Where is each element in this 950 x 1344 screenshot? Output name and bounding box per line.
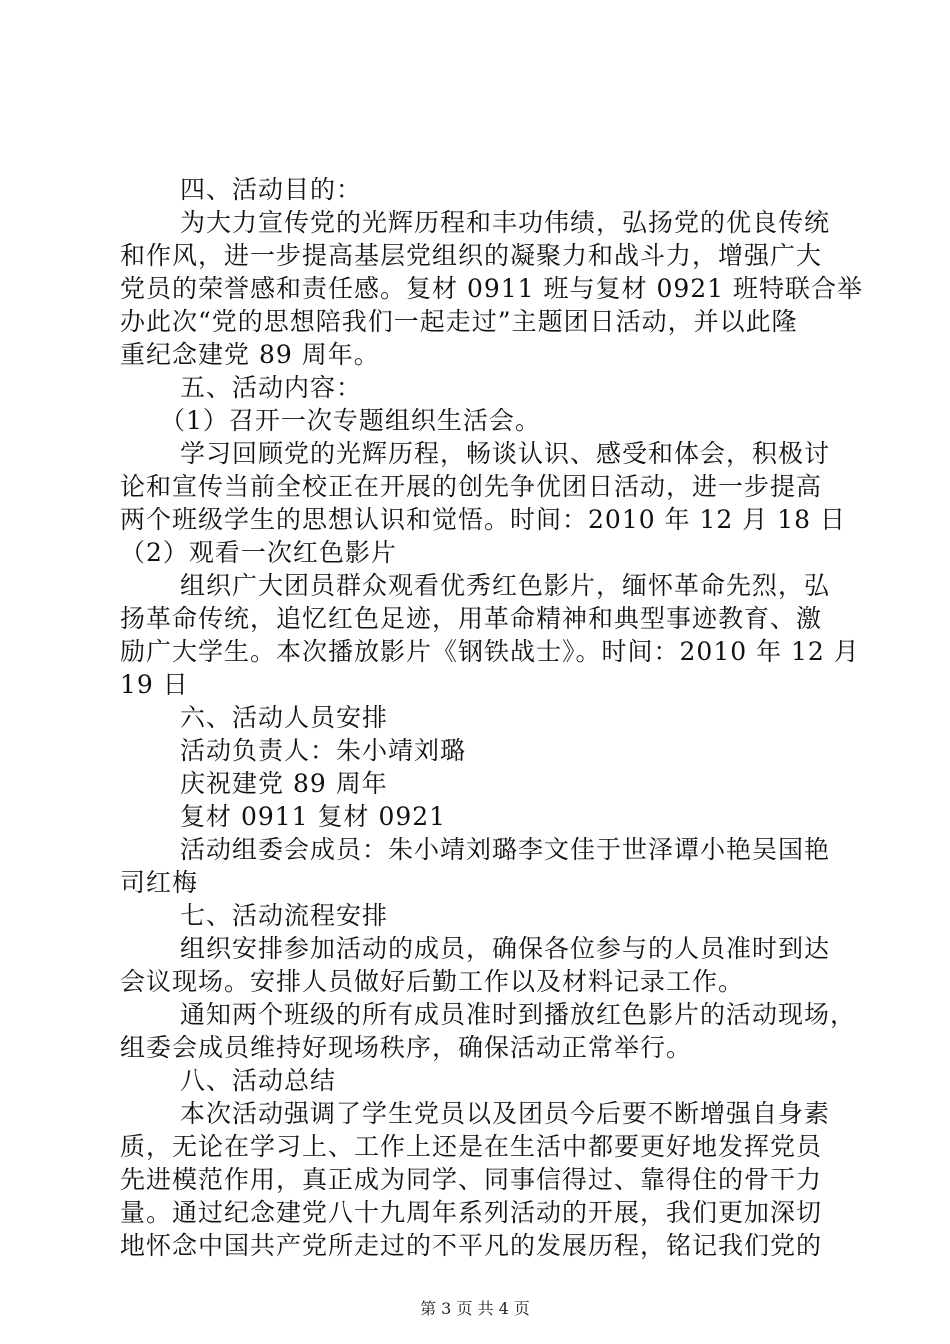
paragraph-line: 党员的荣誉感和责任感。复材 0911 班与复材 0921 班特联合举 [120, 274, 864, 303]
paragraph-line: 组委会成员维持好现场秩序，确保活动正常举行。 [120, 1033, 693, 1062]
paragraph-line: 组织广大团员群众观看优秀红色影片，缅怀革命先烈，弘 [180, 571, 831, 600]
paragraph-line: 复材 0911 复材 0921 [180, 802, 447, 831]
paragraph-line: 质，无论在学习上、工作上还是在生活中都要更好地发挥党员 [120, 1132, 823, 1161]
paragraph-line: 活动负责人：朱小靖刘璐 [180, 736, 467, 765]
section-heading-8: 八、活动总结 [180, 1066, 337, 1095]
paragraph-line: 论和宣传当前全校正在开展的创先争优团日活动，进一步提高 [120, 472, 823, 501]
paragraph-line: 地怀念中国共产党所走过的不平凡的发展历程，铭记我们党的 [120, 1231, 823, 1260]
paragraph-line: 通知两个班级的所有成员准时到播放红色影片的活动现场， [180, 1000, 857, 1029]
paragraph-line: 会议现场。安排人员做好后勤工作以及材料记录工作。 [120, 967, 745, 996]
section-heading-4: 四、活动目的： [180, 175, 363, 204]
paragraph-line: 为大力宣传党的光辉历程和丰功伟绩，弘扬党的优良传统 [180, 208, 831, 237]
paragraph-line: 量。通过纪念建党八十九周年系列活动的开展，我们更加深切 [120, 1198, 823, 1227]
subheading-2: （2）观看一次红色影片 [120, 538, 397, 567]
paragraph-line: 和作风，进一步提高基层党组织的凝聚力和战斗力，增强广大 [120, 241, 823, 270]
section-heading-7: 七、活动流程安排 [180, 901, 389, 930]
paragraph-line: 活动组委会成员：朱小靖刘璐李文佳于世泽谭小艳吴国艳 [180, 835, 831, 864]
section-heading-5: 五、活动内容： [180, 373, 363, 402]
subheading-1: （1）召开一次专题组织生活会。 [160, 406, 541, 435]
paragraph-line: 组织安排参加活动的成员，确保各位参与的人员准时到达 [180, 934, 831, 963]
paragraph-line: 本次活动强调了学生党员以及团员今后要不断增强自身素 [180, 1099, 831, 1128]
paragraph-line: 先进模范作用，真正成为同学、同事信得过、靠得住的骨干力 [120, 1165, 823, 1194]
paragraph-line: 励广大学生。本次播放影片《钢铁战士》。时间：2010 年 12 月 [120, 637, 860, 666]
page-footer: 第 3 页 共 4 页 [420, 1299, 530, 1318]
paragraph-line: 庆祝建党 89 周年 [180, 769, 388, 798]
section-heading-6: 六、活动人员安排 [180, 703, 389, 732]
paragraph-line: 扬革命传统，追忆红色足迹，用革命精神和典型事迹教育、激 [120, 604, 823, 633]
paragraph-line: 司红梅 [120, 868, 199, 897]
paragraph-line: 办此次“党的思想陪我们一起走过”主题团日活动，并以此隆 [120, 307, 798, 336]
paragraph-line: 学习回顾党的光辉历程，畅谈认识、感受和体会，积极讨 [180, 439, 831, 468]
paragraph-line: 两个班级学生的思想认识和觉悟。时间：2010 年 12 月 18 日 [120, 505, 846, 534]
paragraph-line: 19 日 [120, 670, 189, 699]
paragraph-line: 重纪念建党 89 周年。 [120, 340, 380, 369]
